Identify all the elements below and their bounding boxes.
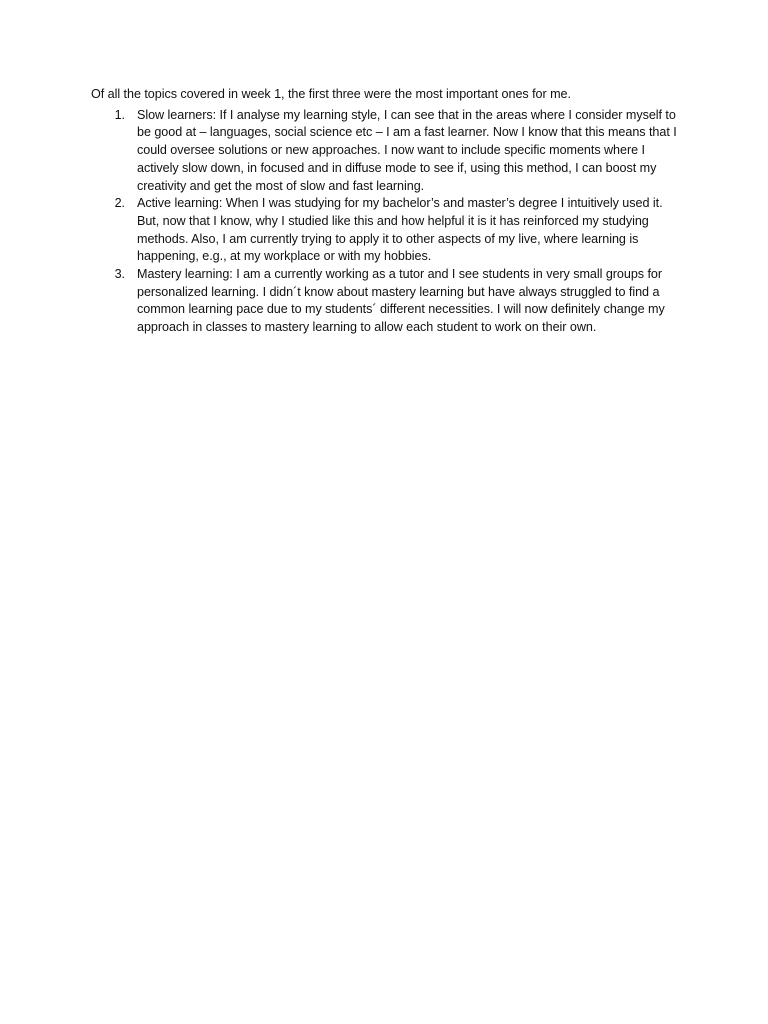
list-number: 1.: [114, 107, 125, 122]
list-number: 3.: [114, 267, 125, 282]
intro-paragraph: Of all the topics covered in week 1, the first three were the most important ones for me.: [91, 87, 571, 101]
list-item-mastery-learning: [91, 266, 681, 337]
numbered-list: [91, 107, 681, 337]
list-item-slow-learners: [91, 107, 681, 196]
list-item-text: Mastery learning: I am a currently working as a tutor and I see students in very small groups for personalized learning. I didn´t know about mastery learning but have always struggled to find a common learning pace due to my students´ different necessities. I will now definitely change my approach in classes to mastery learning to allow each student to work on their own.: [137, 267, 665, 335]
list-item-text: Slow learners: If I analyse my learning style, I can see that in the areas where I consider myself to be good at – languages, social science etc – I am a fast learner. Now I know that this means that I could oversee solutions or new approaches. I now want to include specific moments where I actively slow down, in focused and in diffuse mode to see if, using this method, I can boost my creativity and get the most of slow and fast learning.: [137, 107, 677, 193]
list-item-text: Active learning: When I was studying for my bachelor’s and master’s degree I intuitively used it. But, now that I know, why I studied like this and how helpful it is it has reinforced my studying methods. Also, I am currently trying to apply it to other aspects of my live, where learning is happening, e.g., at my workplace or with my hobbies.: [137, 196, 663, 264]
document-body: [91, 86, 681, 337]
list-number: 2.: [114, 196, 125, 211]
list-item-active-learning: [91, 195, 681, 266]
